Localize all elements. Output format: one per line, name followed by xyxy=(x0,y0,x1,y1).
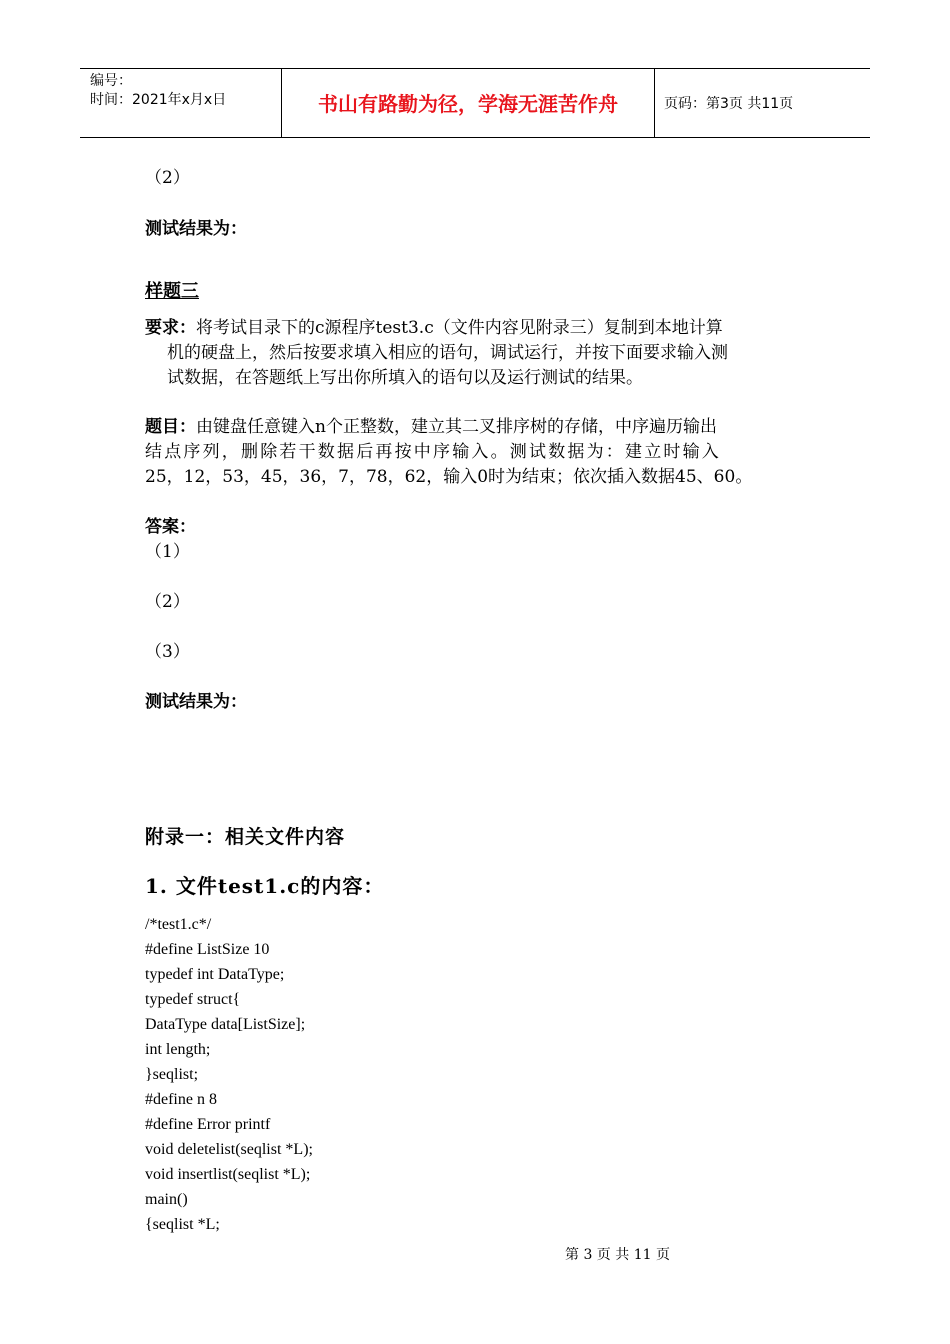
answer-item-2: （2） xyxy=(145,592,190,612)
code-line: {seqlist *L; xyxy=(145,1216,220,1233)
answer-item-1: （1） xyxy=(145,542,190,562)
code-line: #define Error printf xyxy=(145,1116,271,1133)
code-listing xyxy=(145,912,313,1237)
code-line: main() xyxy=(145,1191,188,1208)
topic-label: 题目： xyxy=(145,417,196,437)
header-center-cell xyxy=(281,69,655,137)
page-header xyxy=(80,68,870,138)
code-line: #define ListSize 10 xyxy=(145,941,270,958)
code-line: void deletelist(seqlist *L); xyxy=(145,1141,313,1158)
requirement-line-2: 机的硬盘上，然后按要求填入相应的语句，调试运行，并按下面要求输入测 xyxy=(167,343,728,363)
code-line: void insertlist(seqlist *L); xyxy=(145,1166,311,1183)
topic-line-1 xyxy=(145,415,717,440)
footer-page-number: 第 3 页 共 11 页 xyxy=(565,1247,670,1263)
header-page-label: 页码：第3页 共11页 xyxy=(664,96,794,112)
code-line: #define n 8 xyxy=(145,1091,217,1108)
requirement-label: 要求： xyxy=(145,318,196,338)
test-result-heading-2: 测试结果为： xyxy=(145,692,247,712)
topic-text-1: 由键盘任意键入n个正整数，建立其二叉排序树的存储，中序遍历输出 xyxy=(196,417,717,437)
requirement-line-3: 试数据，在答题纸上写出你所填入的语句以及运行测试的结果。 xyxy=(167,368,643,388)
header-left-cell xyxy=(80,69,280,137)
appendix-title: 附录一：相关文件内容 xyxy=(145,826,346,848)
code-line: }seqlist; xyxy=(145,1066,199,1083)
topic-line-3: 25，12，53，45，36，7，78，62，输入0时为结束；依次插入数据45、60。 xyxy=(145,467,753,487)
code-line: int length; xyxy=(145,1041,211,1058)
requirement-line-1 xyxy=(145,316,723,341)
header-motto: 书山有路勤为径，学海无涯苦作舟 xyxy=(318,92,618,116)
code-line: typedef struct{ xyxy=(145,991,241,1008)
file-section-title: 1. 文件test1.c的内容： xyxy=(145,874,385,898)
code-line: DataType data[ListSize]; xyxy=(145,1016,306,1033)
header-right-cell xyxy=(655,69,870,137)
code-line: /*test1.c*/ xyxy=(145,916,212,933)
header-time-label: 时间：2021年x月x日 xyxy=(90,92,227,108)
sample-3-title: 样题三 xyxy=(145,281,199,302)
topic-line-2: 结点序列，删除若干数据后再按中序输入。测试数据为：建立时输入 xyxy=(145,442,721,462)
answer-item-3: （3） xyxy=(145,642,190,662)
header-number-label: 编号： xyxy=(90,73,132,89)
answer-heading: 答案： xyxy=(145,517,196,537)
test-result-heading-1: 测试结果为： xyxy=(145,219,247,239)
requirement-text-1: 将考试目录下的c源程序test3.c（文件内容见附录三）复制到本地计算 xyxy=(196,318,723,338)
code-line: typedef int DataType; xyxy=(145,966,285,983)
answer-item-2-prev: （2） xyxy=(145,168,190,188)
